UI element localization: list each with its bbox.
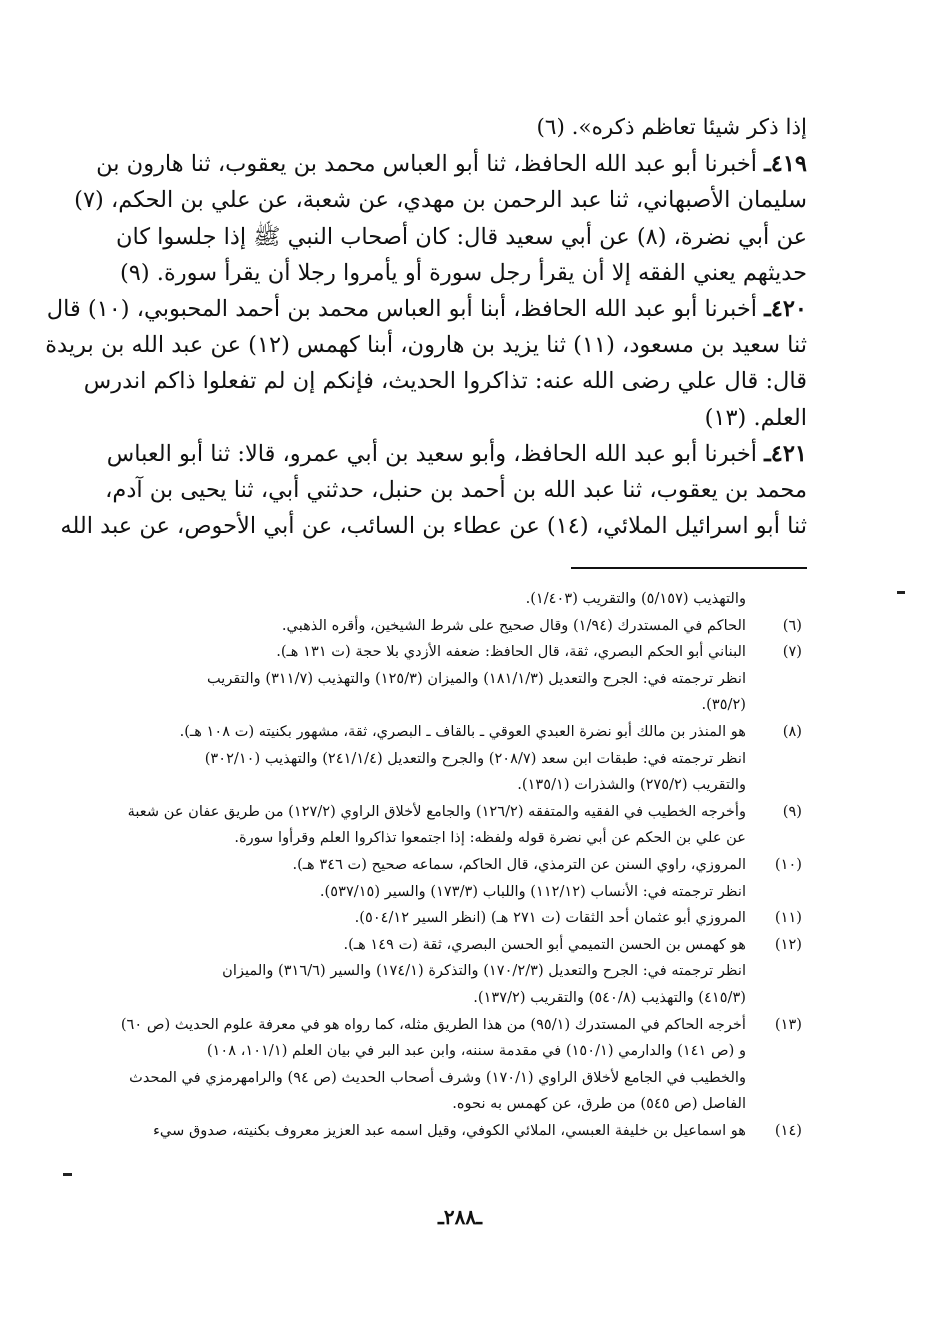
main-line: حديثهم يعني الفقه إلا أن يقرأ رجل سورة أو يأمروا رجلا أن يقرأ سورة. (٩) [120, 259, 807, 286]
main-line: أخبرنا أبو عبد الله الحافظ، أبنا أبو العباس محمد بن أحمد المحبوبي، (١٠) قال [46, 295, 757, 322]
hadith-421-line [95, 436, 807, 472]
footnote-mark: (٦) [782, 616, 802, 634]
hadith-number: ٤١٩ـ [764, 151, 807, 178]
main-line: سليمان الأصبهاني، ثنا عبد الرحمن بن مهدي، عن شعبة، عن علي بن الحكم، (٧) [74, 187, 807, 214]
footnote-mark: (٩) [782, 802, 802, 820]
hadith-number: ٤٢٠ـ [764, 295, 807, 322]
footnote-mark: (٨) [782, 722, 802, 740]
main-line: ثنا سعيد بن مسعود، (١١) ثنا يزيد بن هارون، أبنا كهمس (١٢) عن عبد الله بن بريدة [45, 332, 807, 359]
footnote-mark: (١٣) [774, 1015, 802, 1033]
main-text [45, 110, 807, 544]
footnote-mark: (١٠) [774, 855, 802, 873]
footnote-line: و (ص ١٤١) والدارمي (١٥٠/١) في مقدمة سننه، وابن عبد البر في بيان العلم (١٠١/١، ١٠٨) [206, 1042, 746, 1060]
footnote-line: انظر ترجمته في: الأنساب (١١٢/١٢) واللباب (١٧٣/٣) والسير (٥٣٧/١٥). [319, 882, 746, 900]
main-line: محمد بن يعقوب، ثنا عبد الله بن أحمد بن حنبل، حدثني أبي، ثنا يحيى بن آدم، [105, 476, 807, 503]
footnote [92, 1118, 802, 1145]
footnote-line: (٣٥/٢). [701, 696, 746, 714]
main-line: ثنا أبو اسرائيل الملائي، (١٤) عن عطاء بن السائب، عن أبي الأحوص، عن عبد الله [60, 513, 807, 540]
footnote [92, 1012, 802, 1118]
hadith-420-line [46, 291, 807, 327]
footnote [92, 905, 802, 932]
footnote-line: (٤١٥/٣) والتهذيب (٥٤٠/٨) والتقريب (١٣٧/٢). [473, 988, 746, 1006]
footnote-line: الفاصل (ص ٥٤٥) من طرق، عن كهمس به نحوه. [452, 1095, 746, 1113]
footnote [92, 613, 802, 640]
footnote-mark: (١١) [774, 909, 802, 927]
footnote-line: والتهذيب (٥/١٥٧) والتقريب (١/٤٠٣). [525, 590, 746, 607]
footnote [92, 932, 802, 1012]
footnote-line: الحاكم في المستدرك (١/٩٤) وقال صحيح على شرط الشيخين، وأقره الذهبي. [281, 616, 746, 634]
hadith-419-line [95, 146, 807, 182]
margin-mark [63, 1173, 72, 1176]
footnote [92, 719, 802, 799]
main-line: إذا ذكر شيئا تعاظم ذكره». (٦) [536, 115, 807, 140]
footnote-separator [571, 567, 807, 569]
footnote-line: والخطيب في الجامع لأخلاق الراوي (١٧٠/١) وشرف أصحاب الحديث (ص ٩٤) والرامهرمزي في المحدث [129, 1068, 746, 1086]
main-line: قال: قال علي رضى الله عنه: تذاكروا الحديث، فإنكم إن لم تفعلوا ذاكم اندرس [83, 368, 807, 395]
footnote-line: المروزي أبو عثمان أحد الثقات (ت ٢٧١ هـ) (انظر السير ٥٠٤/١٢). [354, 909, 746, 927]
footnote-line: وأخرجه الخطيب في الفقيه والمتفقه (١٢٦/٢) والجامع لأخلاق الراوي (١٢٧/٢) من طريق عفان عن شعبة [127, 802, 746, 820]
footnote-line: أخرجه الحاكم في المستدرك (٩٥/١) من هذا الطريق مثله، كما رواه هو في معرفة علوم الحديث (ص ٦٠) [120, 1015, 746, 1033]
margin-mark [897, 591, 905, 594]
footnote [92, 586, 802, 613]
main-line: العلم. (١٣) [704, 404, 807, 431]
main-line: عن أبي نضرة، (٨) عن أبي سعيد قال: كان أصحاب النبي ﷺ إذا جلسوا كان [115, 223, 807, 250]
footnote-line: انظر ترجمته في: الجرح والتعديل (١٧٠/٢/٣) والتذكرة (١٧٤/١) والسير (٣١٦/٦) والميزان [222, 962, 746, 980]
footnote-mark: (١٤) [774, 1121, 802, 1139]
footnote-line: والتقريب (٢٧٥/٢) والشذرات (١٣٥/١). [517, 776, 746, 794]
footnote-line: عن علي بن الحكم عن أبي نضرة قوله ولفظه: إذا اجتمعوا تذاكروا العلم وقرأوا سورة. [234, 829, 746, 847]
footnote-line: المروزي، راوي السنن عن الترمذي، قال الحاكم، سماعه صحيح (ت ٣٤٦ هـ). [292, 855, 746, 873]
footnote-line: البناني أبو الحكم البصري، ثقة، قال الحافظ: ضعفه الأزدي بلا حجة (ت ١٣١ هـ). [276, 643, 746, 661]
footnote [92, 852, 802, 905]
footnotes [92, 586, 802, 1144]
footnote-line: انظر ترجمته في: طبقات ابن سعد (٢٠٨/٧) والجرح والتعديل (٢٤١/١/٤) والتهذيب (٣٠٢/١٠) [204, 749, 746, 767]
hadith-number: ٤٢١ـ [764, 440, 807, 467]
page-number: ـ٢٨٨ـ [438, 1205, 482, 1229]
main-line: أخبرنا أبو عبد الله الحافظ، ثنا أبو العباس محمد بن يعقوب، ثنا هارون بن [96, 151, 757, 178]
footnote [92, 639, 802, 719]
footnote [92, 799, 802, 852]
footnote-line: هو المنذر بن مالك أبو نضرة العبدي العوقي ـ بالقاف ـ البصري، ثقة، مشهور بكنيته (ت ١٠٨ هـ). [179, 722, 746, 740]
main-line: أخبرنا أبو عبد الله الحافظ، وأبو سعيد بن أبي عمرو، قالا: ثنا أبو العباس [106, 440, 757, 467]
footnote-line: هو اسماعيل بن خليفة العبسي، الملائي الكوفي، وقيل اسمه عبد العزيز معروف بكنيته، صدوق سيء [153, 1121, 746, 1139]
footnote-line: انظر ترجمته في: الجرح والتعديل (١٨١/١/٣) والميزان (١٢٥/٣) والتهذيب (٣١١/٧) والتقريب [206, 669, 746, 687]
footnote-line: هو كهمس بن الحسن التميمي أبو الحسن البصري، ثقة (ت ١٤٩ هـ). [343, 935, 746, 953]
footnote-mark: (٧) [782, 643, 802, 661]
footnote-mark: (١٢) [774, 935, 802, 953]
